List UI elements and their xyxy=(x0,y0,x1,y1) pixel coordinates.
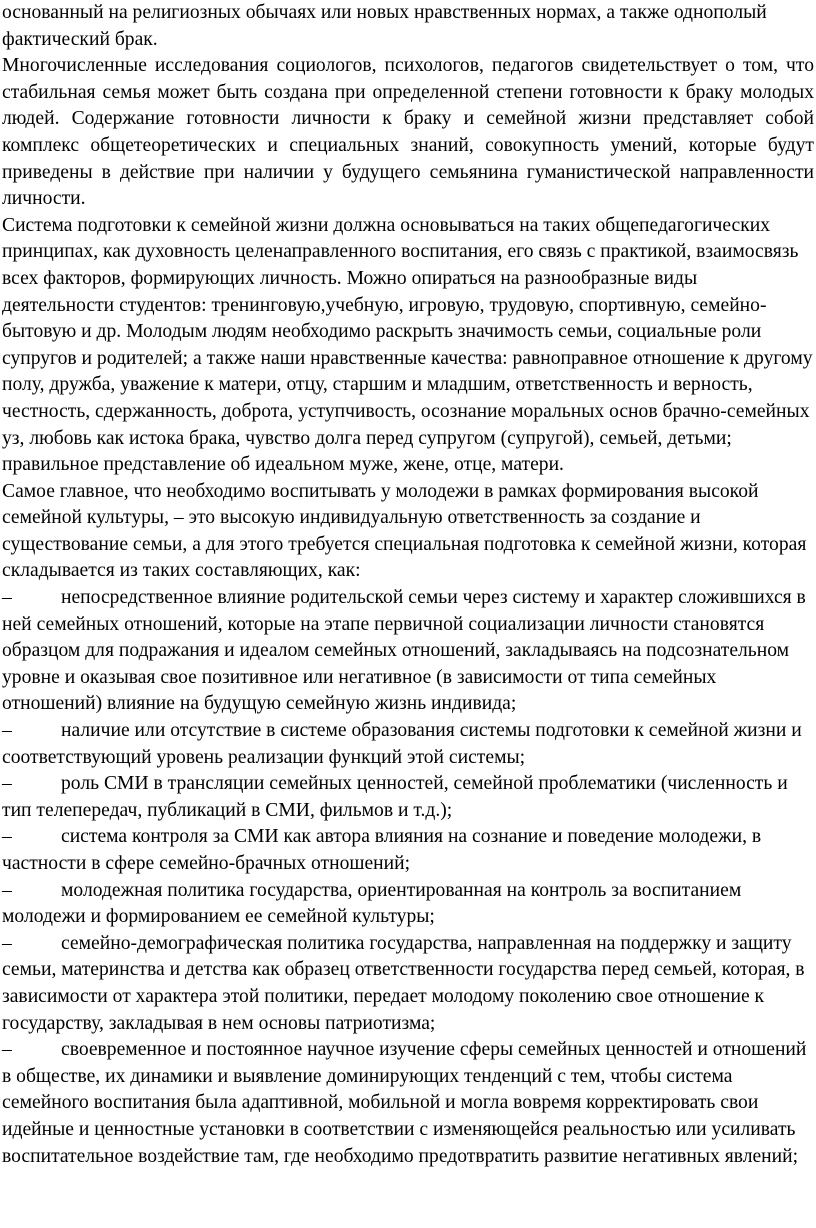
list-item-text: система контроля за СМИ как автора влияния на сознание и поведение молодежи, в частности в сфере семейно-брачных отношений; xyxy=(2,826,762,874)
list-bullet: – xyxy=(2,826,12,848)
list-bullet: – xyxy=(2,932,12,954)
list-item xyxy=(2,824,814,877)
list-item xyxy=(2,718,814,771)
list-item-text: молодежная политика государства, ориентированная на контроль за воспитанием молодежи и формированием ее семейной культуры; xyxy=(2,879,742,928)
list-item-text: семейно-демографическая политика государства, направленная на поддержку и защиту семьи, материнства и детства как образец ответственности государства перед семьей, которая, в зависимости от характера этой политики, передает молодому поколению свое отношение к государству, закладывая в нем основы патриотизма; xyxy=(2,932,805,1034)
research-paragraph: Многочисленные исследования социологов, психологов, педагогов свидетельствует о том, что стабильная семья может быть создана при определенной степени готовности к браку молодых людей. Содержание готовности личности к браку и семейной жизни представляет собой комплекс общетеоретических и специальных знаний, совокупность умений, которые будут приведены в действие при наличии у будущего семьянина гуманистической направленности личности. xyxy=(2,55,814,210)
list-bullet: – xyxy=(2,720,12,742)
list-item xyxy=(2,585,814,718)
system-paragraph: Система подготовки к семейной жизни должна основываться на таких общепедагогических принципах, как духовность целенаправленного воспитания, его связь с практикой, взаимосвязь всех факторов, формирующих личность. Можно опираться на разнообразные виды деятельности студентов: тренинговую,учебную, игровую, трудовую, спортивную, семейно-бытовую и др. Молодым людям необходимо раскрыть значимость семьи, социальные роли супругов и родителей; а также наши нравственные качества: равноправное отношение к другому полу, дружба, уважение к матери, отцу, старшим и младшим, ответственность и верность, честность, сдержанность, доброта, уступчивость, осознание моральных основ брачно-семейных уз, любовь как истока брака, чувство долга перед супругом (супругой), семьей, детьми; правильное представление об идеальном муже, жене, отце, матери. xyxy=(2,214,813,476)
list-item xyxy=(2,931,814,1037)
list-item-text: своевременное и постоянное научное изучение сферы семейных ценностей и отношений в обществе, их динамики и выявление доминирующих тенденций с тем, чтобы система семейного воспитания была адаптивной, мобильной и могла вовремя корректировать свои идейные и ценностные установки в соответствии с изменяющейся реальностью или усиливать воспитательное воздействие там, где необходимо предотвратить развитие негативных явлений; xyxy=(2,1039,807,1167)
intro-paragraph: основанный на религиозных обычаях или новых нравственных нормах, а также однополый фактический брак. xyxy=(2,2,767,50)
list-item-text: наличие или отсутствие в системе образования системы подготовки к семейной жизни и соответствующий уровень реализации функций этой системы; xyxy=(2,720,802,768)
list-item-text: непосредственное влияние родительской семьи через систему и характер сложившихся в ней семейных отношений, которые на этапе первичной социализации личности становятся образцом для подражания и идеалом семейных отношений, закладываясь на подсознательном уровне и оказывая свое позитивное или негативное (в зависимости от типа семейных отношений) влияние на будущую семейную жизнь индивида; xyxy=(2,587,806,715)
list-bullet: – xyxy=(2,1039,12,1061)
list-item xyxy=(2,771,814,824)
list-item xyxy=(2,878,814,931)
components-list xyxy=(2,585,814,1170)
main-paragraph: Самое главное, что необходимо воспитывать у молодежи в рамках формирования высокой семейной культуры, – это высокую индивидуальную ответственность за создание и существование семьи, а для этого требуется специальная подготовка к семейной жизни, которая складывается из таких составляющих, как: xyxy=(2,480,807,582)
list-bullet: – xyxy=(2,773,12,795)
list-bullet: – xyxy=(2,587,12,609)
list-item-text: роль СМИ в трансляции семейных ценностей, семейной проблематики (численность и тип телепередач, публикаций в СМИ, фильмов и т.д.); xyxy=(2,773,788,821)
list-bullet: – xyxy=(2,879,12,901)
list-item xyxy=(2,1037,814,1170)
